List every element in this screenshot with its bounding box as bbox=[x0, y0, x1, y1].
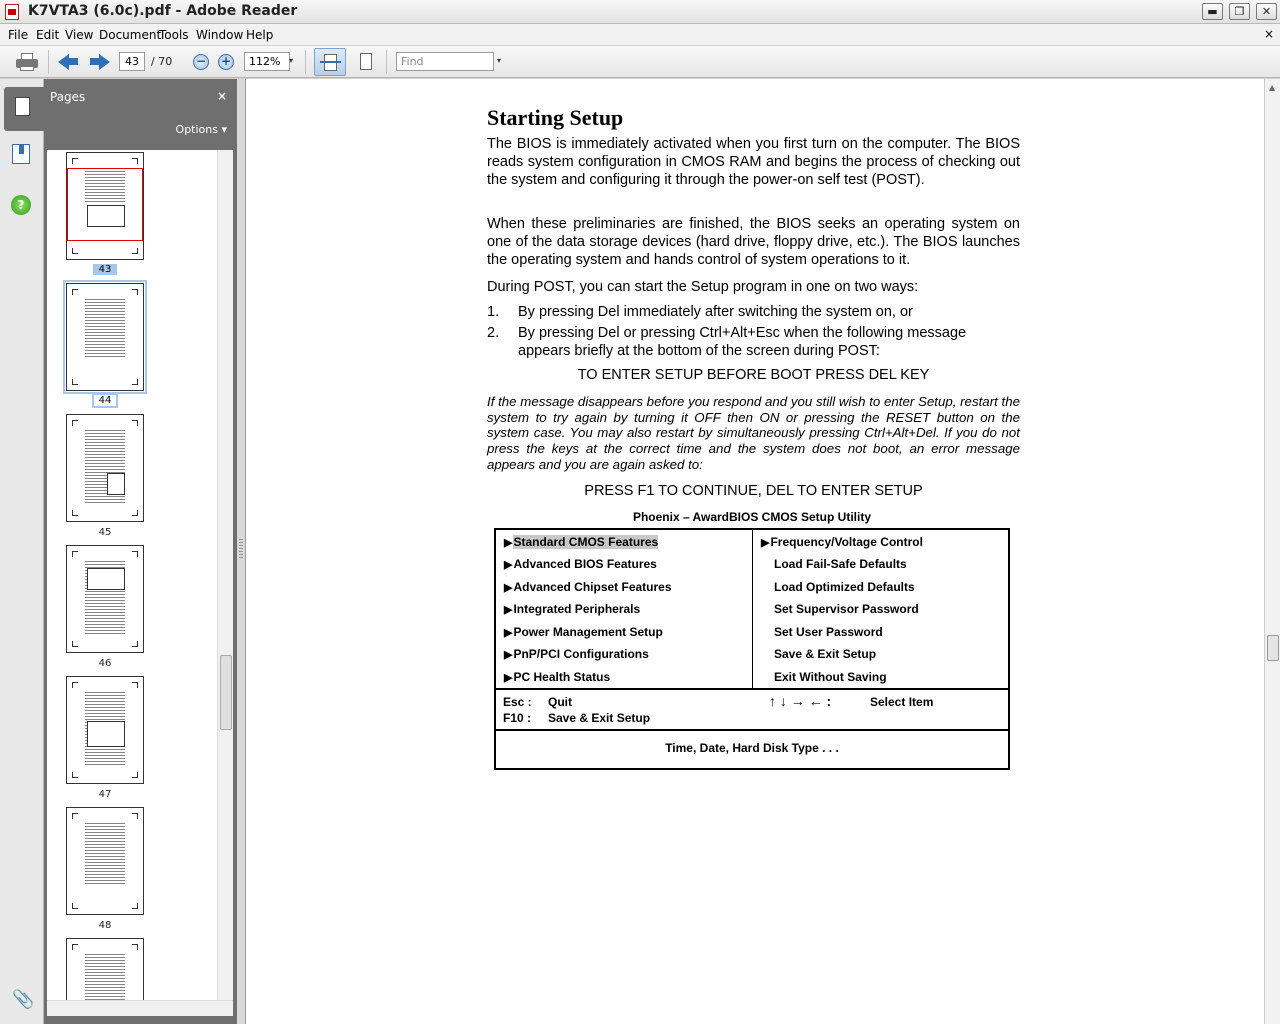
window-title: K7VTA3 (6.0c).pdf - Adobe Reader bbox=[28, 3, 298, 19]
page-heading: Starting Setup bbox=[487, 105, 624, 130]
pdf-app-icon bbox=[5, 4, 19, 20]
pages-panel-tab[interactable] bbox=[4, 87, 44, 131]
pages-panel-title: Pages bbox=[50, 90, 86, 104]
find-input[interactable]: Find bbox=[396, 52, 494, 71]
bios-esc-key: Esc : bbox=[503, 695, 532, 709]
pages-icon bbox=[15, 97, 30, 116]
thumbnail-label: 47 bbox=[98, 789, 112, 800]
boot-message-2: PRESS F1 TO CONTINUE, DEL TO ENTER SETUP bbox=[584, 483, 923, 499]
document-vertical-scrollbar[interactable]: ▲ bbox=[1264, 79, 1280, 1024]
bios-menu-item: ▶PnP/PCI Configurations bbox=[504, 647, 649, 661]
thumbnail-horizontal-scrollbar[interactable] bbox=[47, 1000, 233, 1016]
zoom-out-icon[interactable]: − bbox=[193, 54, 209, 70]
options-menu-button[interactable]: Options ▾ bbox=[175, 123, 227, 136]
page-number-input[interactable]: 43 bbox=[119, 52, 145, 71]
page-thumbnail-48[interactable] bbox=[66, 807, 144, 915]
menu-file[interactable]: File bbox=[8, 28, 29, 42]
paragraph-1: The BIOS is immediately activated when you first turn on the computer. The BIOS reads system configuration in CMOS RAM and begins the process of checking out the system and configuring it through the power-on self test (POST). bbox=[487, 136, 1020, 188]
menu-edit[interactable]: Edit bbox=[36, 28, 60, 42]
menu-window[interactable]: Window bbox=[196, 28, 244, 42]
menu-help[interactable]: Help bbox=[246, 28, 274, 42]
page-total: / 70 bbox=[151, 55, 173, 68]
bios-menu-item: ▶PC Health Status bbox=[504, 670, 611, 684]
page-thumbnail-49[interactable] bbox=[66, 938, 144, 1000]
bios-arrows-label: Select Item bbox=[870, 695, 934, 709]
toolbar-separator bbox=[48, 50, 49, 74]
thumbnail-label: 43 bbox=[66, 264, 144, 275]
page-thumbnail-46[interactable] bbox=[66, 545, 144, 653]
paragraph-3: During POST, you can start the Setup program in one on two ways: bbox=[487, 279, 919, 295]
menu-tools[interactable]: Tools bbox=[159, 28, 189, 42]
page-thumbnail-44[interactable] bbox=[66, 283, 144, 391]
menu-document[interactable]: Document bbox=[99, 28, 162, 42]
bios-menu-item: Set User Password bbox=[774, 625, 883, 639]
toolbar-separator bbox=[305, 50, 306, 74]
boot-message-1: TO ENTER SETUP BEFORE BOOT PRESS DEL KEY bbox=[577, 367, 930, 383]
pages-panel-header bbox=[44, 79, 237, 119]
restore-button[interactable]: ❐ bbox=[1229, 3, 1250, 20]
zoom-in-icon[interactable]: + bbox=[218, 54, 234, 70]
zoom-level-input[interactable]: 112% bbox=[244, 52, 290, 71]
bios-menu-item: ▶Advanced BIOS Features bbox=[504, 557, 657, 571]
navigation-strip bbox=[0, 79, 44, 1024]
panel-splitter[interactable] bbox=[237, 79, 245, 1024]
bios-arrow-keys: ↑ ↓ → ← : bbox=[769, 693, 832, 709]
bios-menu-item: Exit Without Saving bbox=[774, 670, 887, 684]
italic-paragraph: If the message disappears before you respond and you still wish to enter Setup, restart the system to try again by turning it OFF then ON or pressing the RESET button on the system case. You may also restart by simultaneously pressing Ctrl+Alt+Del. If you do not press the keys at the correct time and the system does not boot, an error message appears and you are again asked to: bbox=[487, 394, 1020, 472]
close-document-icon[interactable]: × bbox=[1263, 27, 1274, 41]
find-dropdown-icon[interactable]: ▾ bbox=[497, 56, 502, 65]
thumbnail-label: 48 bbox=[98, 920, 112, 931]
pages-panel-close-icon[interactable]: × bbox=[216, 89, 227, 103]
bios-esc-label: Quit bbox=[548, 695, 572, 709]
close-window-button[interactable]: ✕ bbox=[1256, 3, 1277, 20]
bios-screen-title: Phoenix – AwardBIOS CMOS Setup Utility bbox=[632, 510, 872, 524]
attachments-icon[interactable]: 📎 bbox=[12, 989, 35, 1010]
bios-setup-screen bbox=[494, 528, 1010, 770]
bios-f10-key: F10 : bbox=[503, 711, 532, 725]
print-icon[interactable] bbox=[16, 53, 38, 71]
bookmarks-icon[interactable] bbox=[12, 144, 30, 164]
scrollbar-thumb[interactable] bbox=[1267, 635, 1279, 661]
next-page-icon[interactable] bbox=[89, 53, 111, 71]
bios-menu-item: ▶Advanced Chipset Features bbox=[504, 580, 672, 594]
toolbar bbox=[0, 46, 1280, 78]
bios-menu-item: Save & Exit Setup bbox=[774, 647, 877, 661]
thumbnail-label: 46 bbox=[98, 658, 112, 669]
current-view-frame[interactable] bbox=[67, 168, 143, 241]
menu-bar bbox=[0, 24, 1280, 46]
previous-page-icon[interactable] bbox=[58, 53, 80, 71]
thumbnail-list bbox=[47, 150, 233, 1000]
bios-menu-item: ▶Standard CMOS Features bbox=[504, 535, 659, 549]
thumbnail-vertical-scrollbar[interactable] bbox=[217, 150, 233, 1000]
page-thumbnail-43[interactable] bbox=[66, 152, 144, 260]
zoom-dropdown-icon[interactable]: ▾ bbox=[289, 56, 294, 65]
bios-footer-help: Time, Date, Hard Disk Type . . . bbox=[665, 741, 839, 755]
page-thumbnail-47[interactable] bbox=[66, 676, 144, 784]
bios-menu-item: Load Optimized Defaults bbox=[774, 580, 915, 594]
paragraph-2: When these preliminaries are finished, the BIOS seeks an operating system on one of the data storage devices (hard drive, floppy drive, etc.). The BIOS launches the operating system and hands control of system operations to it. bbox=[487, 216, 1020, 268]
pages-panel bbox=[44, 79, 237, 1024]
help-icon[interactable]: ? bbox=[11, 195, 31, 215]
fit-page-icon[interactable] bbox=[357, 53, 375, 71]
thumbnail-label: 45 bbox=[98, 527, 112, 538]
bios-menu-item: ▶Frequency/Voltage Control bbox=[761, 535, 923, 549]
title-bar bbox=[0, 0, 1280, 24]
bios-menu-item: ▶Integrated Peripherals bbox=[504, 602, 641, 616]
menu-view[interactable]: View bbox=[65, 28, 94, 42]
bios-menu-item: Set Supervisor Password bbox=[774, 602, 919, 616]
fit-width-button[interactable] bbox=[314, 48, 346, 76]
thumbnail-label: 44 bbox=[66, 395, 144, 406]
bios-menu-item: ▶Power Management Setup bbox=[504, 625, 663, 639]
bios-menu-item: Load Fail-Safe Defaults bbox=[774, 557, 907, 571]
bios-f10-label: Save & Exit Setup bbox=[548, 711, 651, 725]
minimize-button[interactable]: ▬ bbox=[1202, 3, 1223, 20]
toolbar-separator bbox=[386, 50, 387, 74]
page-thumbnail-45[interactable] bbox=[66, 414, 144, 522]
